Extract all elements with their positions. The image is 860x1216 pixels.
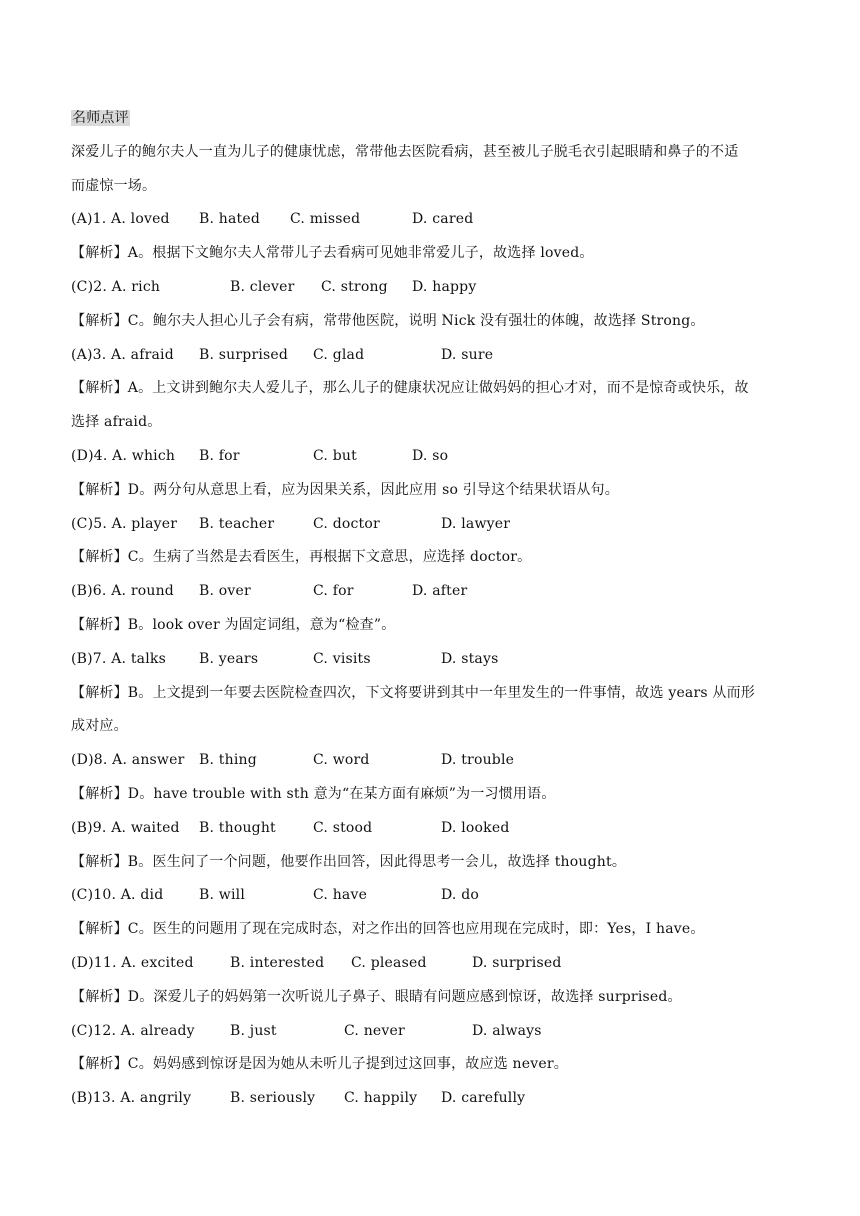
option-d: D. cared xyxy=(412,211,474,227)
option-b: B. clever xyxy=(230,279,295,295)
question-answer-option-a: (C)2. A. rich xyxy=(71,279,161,295)
question-options-row xyxy=(0,209,860,229)
option-d: D. looked xyxy=(441,820,510,836)
analysis-line xyxy=(71,547,531,567)
option-b: B. seriously xyxy=(230,1090,316,1106)
question-options-row xyxy=(0,1088,860,1108)
analysis-line-text: 【解析】B。医生问了一个问题，他要作出回答，因此得思考一会儿，故选择 thought。 xyxy=(71,854,627,870)
analysis-line xyxy=(71,1054,568,1074)
analysis-line-text: 【解析】B。上文提到一年要去医院检查四次，下文将要讲到其中一年里发生的一件事情，故选 years 从而形 xyxy=(71,685,756,701)
option-c: C. pleased xyxy=(351,955,427,971)
question-options-row xyxy=(0,1021,860,1041)
question-options-row xyxy=(0,446,860,466)
option-b: B. teacher xyxy=(199,516,275,532)
intro-line xyxy=(71,176,156,196)
analysis-line xyxy=(71,412,161,432)
intro-line xyxy=(71,142,738,162)
section-heading-text: 名师点评 xyxy=(72,110,129,126)
question-options-row xyxy=(0,514,860,534)
option-c: C. for xyxy=(313,583,354,599)
option-b: B. interested xyxy=(230,955,325,971)
analysis-line-text: 成对应。 xyxy=(71,718,128,734)
analysis-line xyxy=(71,919,705,939)
option-b: B. thought xyxy=(199,820,276,836)
question-answer-option-a: (D)11. A. excited xyxy=(71,955,194,971)
analysis-line xyxy=(71,852,626,872)
section-heading xyxy=(71,108,130,128)
analysis-line xyxy=(71,683,755,703)
question-options-row xyxy=(0,649,860,669)
analysis-line xyxy=(71,480,619,500)
analysis-line-text: 【解析】A。根据下文鲍尔夫人常带儿子去看病可见她非常爱儿子，故选择 loved。 xyxy=(71,245,594,261)
analysis-line-text: 【解析】C。妈妈感到惊讶是因为她从未听儿子提到过这回事，故应选 never。 xyxy=(71,1056,568,1072)
analysis-line xyxy=(71,311,705,331)
option-c: C. strong xyxy=(321,279,388,295)
analysis-line xyxy=(71,378,749,398)
option-d: D. do xyxy=(441,887,480,903)
question-options-row xyxy=(0,345,860,365)
analysis-line-text: 【解析】C。鲍尔夫人担心儿子会有病，常带他医院，说明 Nick 没有强壮的体魄，故选择 Strong。 xyxy=(71,313,705,329)
option-d: D. always xyxy=(472,1023,542,1039)
option-b: B. thing xyxy=(199,752,257,768)
option-d: D. happy xyxy=(412,279,477,295)
question-options-row xyxy=(0,750,860,770)
option-b: B. years xyxy=(199,651,259,667)
analysis-line-text: 【解析】D。两分句从意思上看，应为因果关系，因此应用 so 引导这个结果状语从句。 xyxy=(71,482,619,498)
analysis-line xyxy=(71,716,128,736)
question-options-row xyxy=(0,581,860,601)
option-c: C. but xyxy=(313,448,357,464)
question-answer-option-a: (D)8. A. answer xyxy=(71,752,185,768)
option-c: C. stood xyxy=(313,820,373,836)
question-options-row xyxy=(0,885,860,905)
option-c: C. visits xyxy=(313,651,371,667)
analysis-line-text: 【解析】D。深爱儿子的妈妈第一次听说儿子鼻子、眼睛有问题应感到惊讶，故选择 surprised。 xyxy=(71,989,682,1005)
question-options-row xyxy=(0,818,860,838)
option-d: D. trouble xyxy=(441,752,515,768)
option-d: D. surprised xyxy=(472,955,562,971)
analysis-line-text: 【解析】B。look over 为固定词组，意为“检查”。 xyxy=(71,617,396,633)
option-b: B. over xyxy=(199,583,251,599)
option-c: C. have xyxy=(313,887,368,903)
option-c: C. never xyxy=(344,1023,405,1039)
intro-line-text: 而虚惊一场。 xyxy=(71,178,157,194)
option-c: C. happily xyxy=(344,1090,418,1106)
option-d: D. sure xyxy=(441,347,494,363)
option-c: C. missed xyxy=(290,211,361,227)
question-answer-option-a: (A)3. A. afraid xyxy=(71,347,174,363)
analysis-line-text: 【解析】C。生病了当然是去看医生，再根据下文意思，应选择 doctor。 xyxy=(71,549,532,565)
analysis-line-text: 【解析】A。上文讲到鲍尔夫人爱儿子，那么儿子的健康状况应让做妈妈的担心才对，而不是惊奇或快乐，故 xyxy=(71,380,749,396)
option-b: B. will xyxy=(199,887,246,903)
option-d: D. carefully xyxy=(441,1090,526,1106)
option-b: B. hated xyxy=(199,211,261,227)
analysis-line xyxy=(71,243,594,263)
intro-line-text: 深爱儿子的鲍尔夫人一直为儿子的健康忧虑，常带他去医院看病，甚至被儿子脱毛衣引起眼睛和鼻子的不适 xyxy=(71,144,739,160)
question-answer-option-a: (C)5. A. player xyxy=(71,516,178,532)
option-d: D. lawyer xyxy=(441,516,511,532)
option-c: C. word xyxy=(313,752,370,768)
analysis-line-text: 选择 afraid。 xyxy=(71,414,162,430)
question-answer-option-a: (B)6. A. round xyxy=(71,583,174,599)
option-c: C. glad xyxy=(313,347,365,363)
option-d: D. stays xyxy=(441,651,499,667)
analysis-line-text: 【解析】C。医生的问题用了现在完成时态，对之作出的回答也应用现在完成时，即：Yes，I have。 xyxy=(71,921,705,937)
question-answer-option-a: (B)9. A. waited xyxy=(71,820,180,836)
analysis-line-text: 【解析】D。have trouble with sth 意为“在某方面有麻烦”为一习惯用语。 xyxy=(71,786,556,802)
question-answer-option-a: (B)13. A. angrily xyxy=(71,1090,192,1106)
option-b: B. surprised xyxy=(199,347,289,363)
analysis-line xyxy=(71,987,682,1007)
question-answer-option-a: (C)10. A. did xyxy=(71,887,164,903)
question-answer-option-a: (A)1. A. loved xyxy=(71,211,170,227)
analysis-line xyxy=(71,784,556,804)
question-answer-option-a: (D)4. A. which xyxy=(71,448,176,464)
option-c: C. doctor xyxy=(313,516,380,532)
question-answer-option-a: (B)7. A. talks xyxy=(71,651,166,667)
option-b: B. for xyxy=(199,448,240,464)
analysis-line xyxy=(71,615,395,635)
question-options-row xyxy=(0,277,860,297)
question-options-row xyxy=(0,953,860,973)
option-b: B. just xyxy=(230,1023,277,1039)
question-answer-option-a: (C)12. A. already xyxy=(71,1023,195,1039)
option-d: D. after xyxy=(412,583,468,599)
option-d: D. so xyxy=(412,448,449,464)
